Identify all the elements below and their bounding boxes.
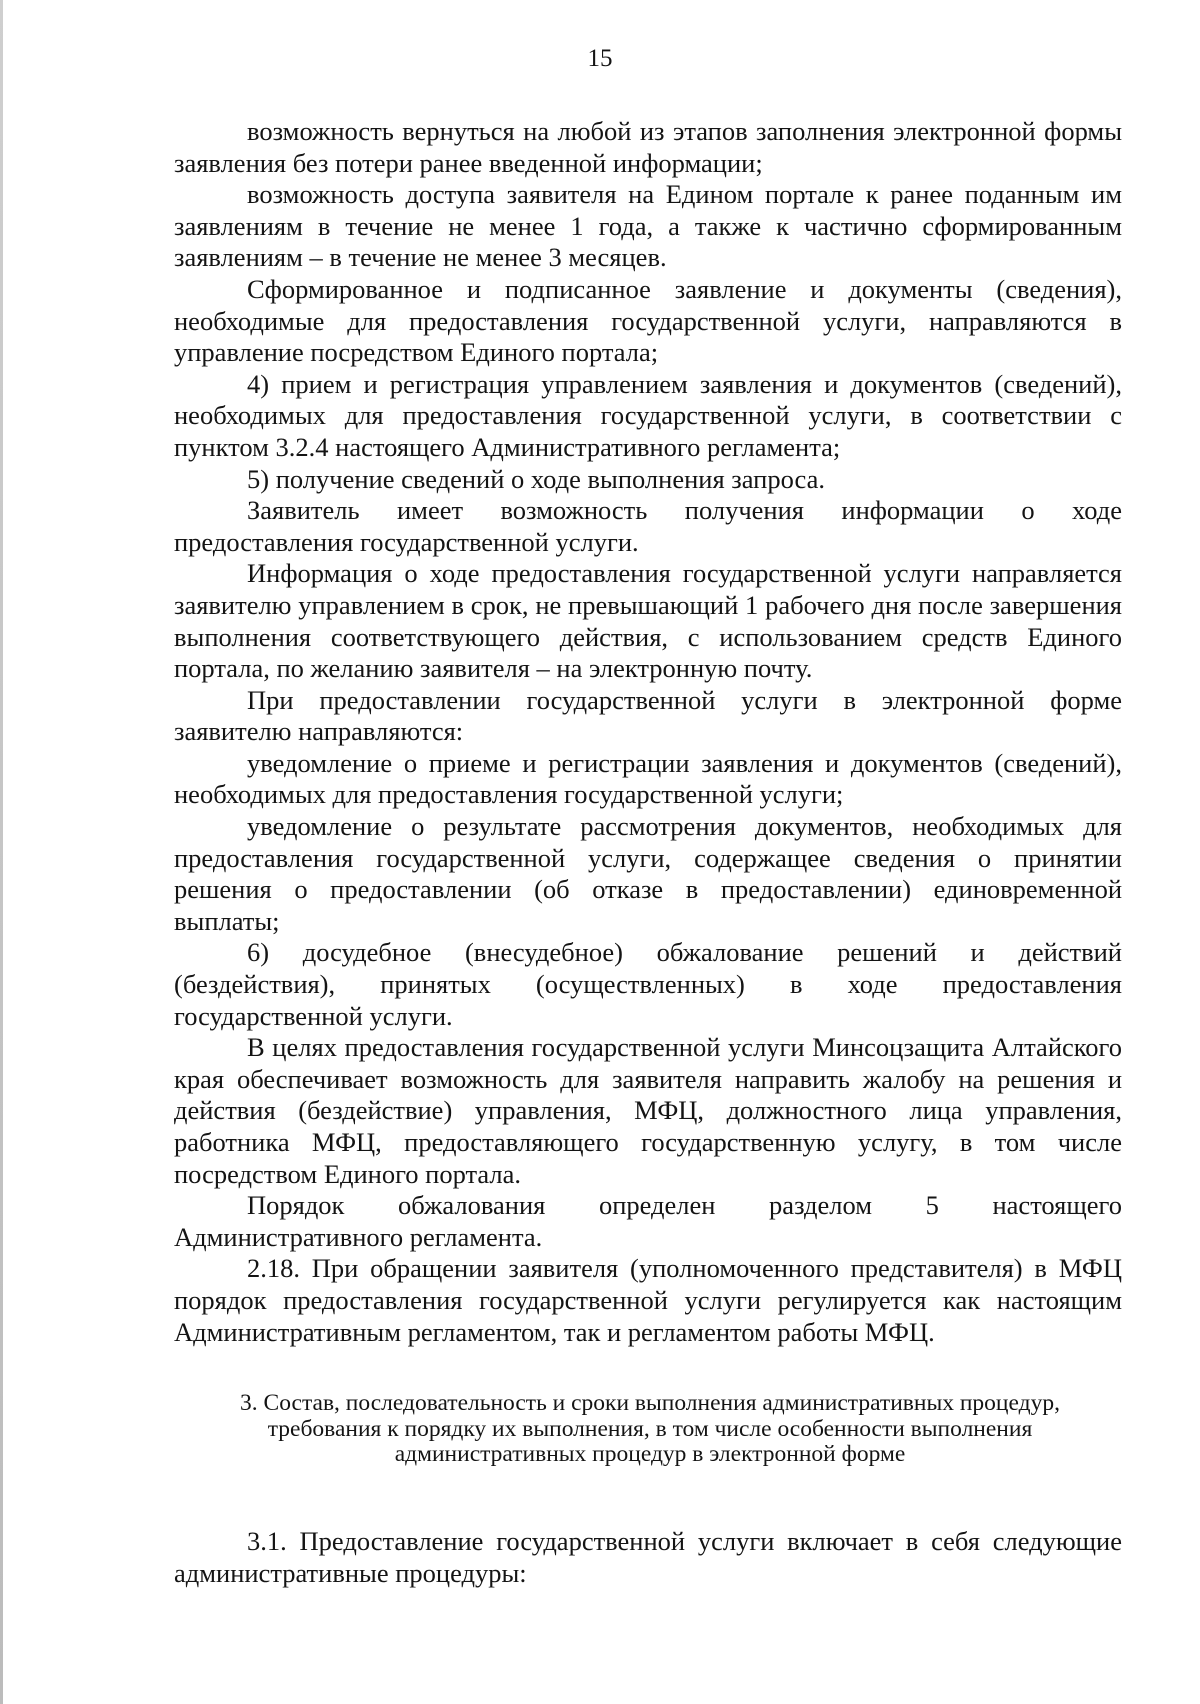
scan-edge [0,0,3,1704]
paragraph: возможность вернуться на любой из этапов заполнения электронной формы заявления без потери ранее введенной информации; [174,116,1122,178]
section-heading: 3. Состав, последовательность и сроки выполнения административных процедур, требования к порядку их выполнения, в том числе особенности выполнения административных процедур в электронной форме [240,1390,1060,1467]
paragraph: уведомление о приеме и регистрации заявления и документов (сведений), необходимых для предоставления государственной услуги; [174,747,1122,810]
page-number: 15 [587,45,613,72]
paragraph: 5) получение сведений о ходе выполнения запроса. [247,463,825,494]
paragraph: При предоставлении государственной услуги в электронной форме заявителю направляются: [174,684,1122,747]
body-text [174,116,1122,1348]
paragraph: уведомление о результате рассмотрения документов, необходимых для предоставления государственной услуги, содержащее сведения о принятии решения о предоставлении (об отказе в предоставлении) единовременной выплаты; [174,811,1122,936]
paragraph: 6) досудебное (внесудебное) обжалование решений и действий (бездействия), принятых (осуществленных) в ходе предоставления государственной услуги. [174,937,1122,1031]
paragraph: В целях предоставления государственной услуги Минсоцзащита Алтайского края обеспечивает возможность для заявителя направить жалобу на решения и действия (бездействие) управления, МФЦ, должностного лица управления, работника МФЦ, предоставляющего государственную услугу, в том числе посредством Единого портала. [174,1032,1122,1189]
paragraph: 4) прием и регистрация управлением заявления и документов (сведений), необходимых для предоставления государственной услуги, в соответствии с пунктом 3.2.4 настоящего Административного регламента; [174,368,1122,462]
paragraph: Сформированное и подписанное заявление и документы (сведения), необходимые для предоставления государственной услуги, направляются в управление посредством Единого портала; [174,273,1122,368]
paragraph: 2.18. При обращении заявителя (уполномоченного представителя) в МФЦ порядок предоставления государственной услуги регулируется как настоящим Административным регламентом, так и регламентом работы МФЦ. [174,1253,1122,1347]
paragraph: 3.1. Предоставление государственной услуги включает в себя следующие административные процедуры: [174,1526,1122,1588]
paragraph: возможность доступа заявителя на Едином портале к ранее поданным им заявлениям в течение не менее 1 года, а также к частично сформированным заявлениям – в течение не менее 3 месяцев. [174,179,1122,273]
section-body [174,1526,1122,1589]
paragraph: Заявитель имеет возможность получения информации о ходе предоставления государственной услуги. [174,495,1122,557]
paragraph: Информация о ходе предоставления государственной услуги направляется заявителю управлением в срок, не превышающий 1 рабочего дня после завершения выполнения соответствующего действия, с использованием средств Единого портала, по желанию заявителя – на электронную почту. [174,558,1122,684]
paragraph: Порядок обжалования определен разделом 5 настоящего Административного регламента. [174,1190,1122,1252]
